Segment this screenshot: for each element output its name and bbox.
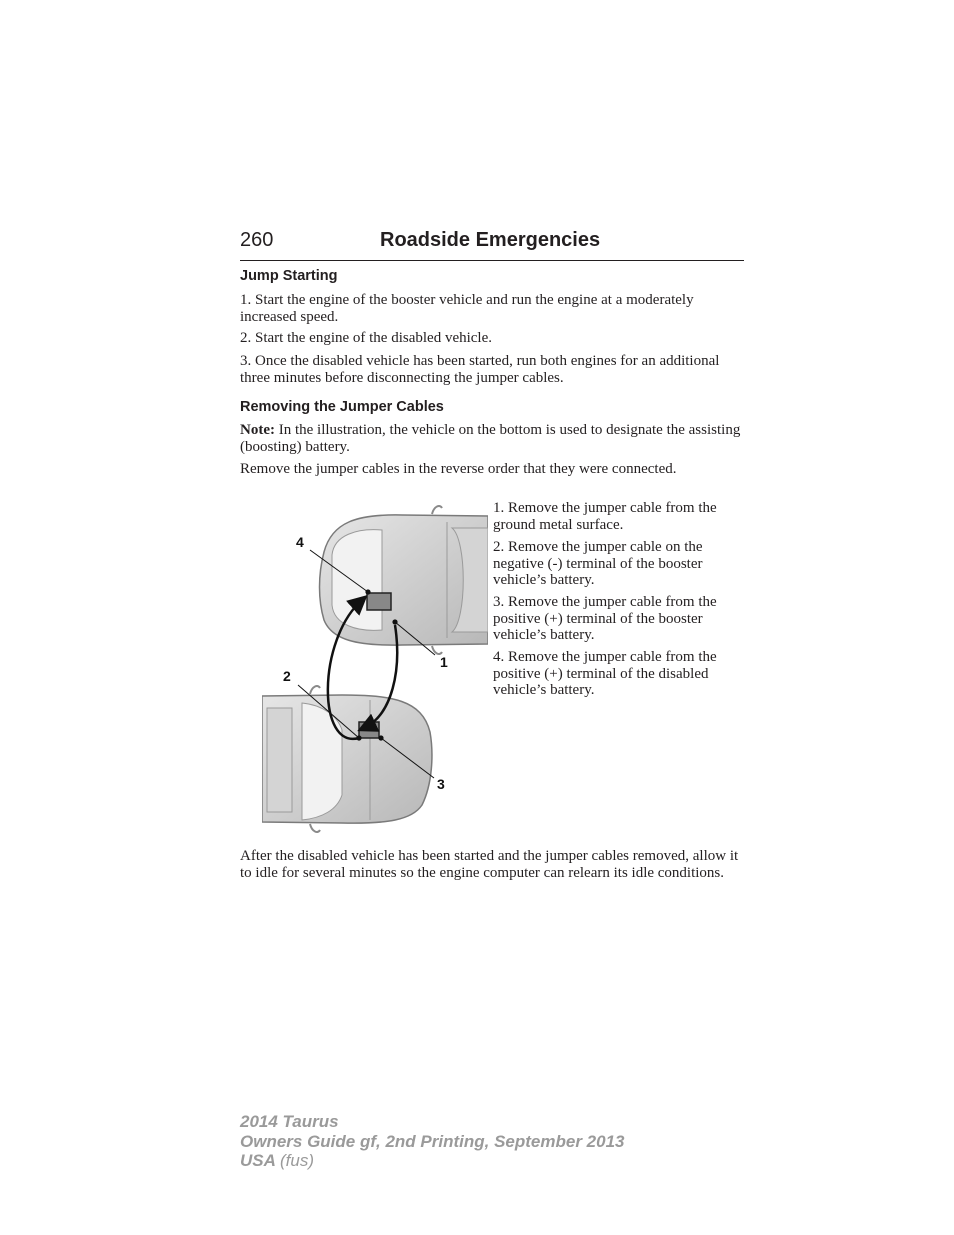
footer-model: 2014 Taurus bbox=[240, 1112, 339, 1131]
note-label: Note: bbox=[240, 422, 275, 438]
removal-step-4: 4. Remove the jumper cable from the positive (+) terminal of the disabled vehicle’s battery. bbox=[493, 649, 717, 698]
footer-code: (fus) bbox=[280, 1151, 314, 1170]
page-footer bbox=[240, 1112, 624, 1171]
footer-market bbox=[240, 1151, 624, 1171]
page-number: 260 bbox=[240, 229, 274, 251]
note-paragraph bbox=[240, 422, 744, 455]
removing-cables-heading: Removing the Jumper Cables bbox=[240, 399, 444, 415]
disabled-car bbox=[262, 686, 432, 832]
jump-step-2: 2. Start the engine of the disabled vehicle. bbox=[240, 330, 493, 346]
callout-3: 3 bbox=[437, 776, 445, 792]
booster-battery bbox=[367, 593, 391, 610]
removal-intro: Remove the jumper cables in the reverse order that they were connected. bbox=[240, 461, 677, 477]
jumper-cable-illustration bbox=[262, 500, 488, 836]
note-text: In the illustration, the vehicle on the bottom is used to designate the assisting (boosting) battery. bbox=[240, 422, 741, 455]
callout-2: 2 bbox=[283, 668, 291, 684]
footer-country: USA bbox=[240, 1151, 276, 1170]
footer-edition: Owners Guide gf, 2nd Printing, September 2013 bbox=[240, 1131, 625, 1151]
jump-step-3: 3. Once the disabled vehicle has been started, run both engines for an additional three minutes before disconnecting the jumper cables. bbox=[240, 353, 720, 386]
illustration-svg bbox=[262, 500, 488, 836]
removal-step-2: 2. Remove the jumper cable on the negative (-) terminal of the booster vehicle’s battery. bbox=[493, 539, 703, 588]
removal-step-3: 3. Remove the jumper cable from the positive (+) terminal of the booster vehicle’s battery. bbox=[493, 594, 717, 643]
jump-starting-heading: Jump Starting bbox=[240, 268, 338, 284]
page-header bbox=[240, 229, 744, 261]
booster-car bbox=[320, 506, 489, 654]
callout-4: 4 bbox=[296, 534, 304, 550]
section-title: Roadside Emergencies bbox=[380, 229, 601, 251]
closing-paragraph: After the disabled vehicle has been started and the jumper cables removed, allow it to idle for several minutes so the engine computer can relearn its idle conditions. bbox=[240, 848, 739, 881]
jump-step-1: 1. Start the engine of the booster vehicle and run the engine at a moderately increased speed. bbox=[240, 292, 694, 325]
callout-1: 1 bbox=[440, 654, 448, 670]
removal-step-1: 1. Remove the jumper cable from the ground metal surface. bbox=[493, 500, 717, 533]
